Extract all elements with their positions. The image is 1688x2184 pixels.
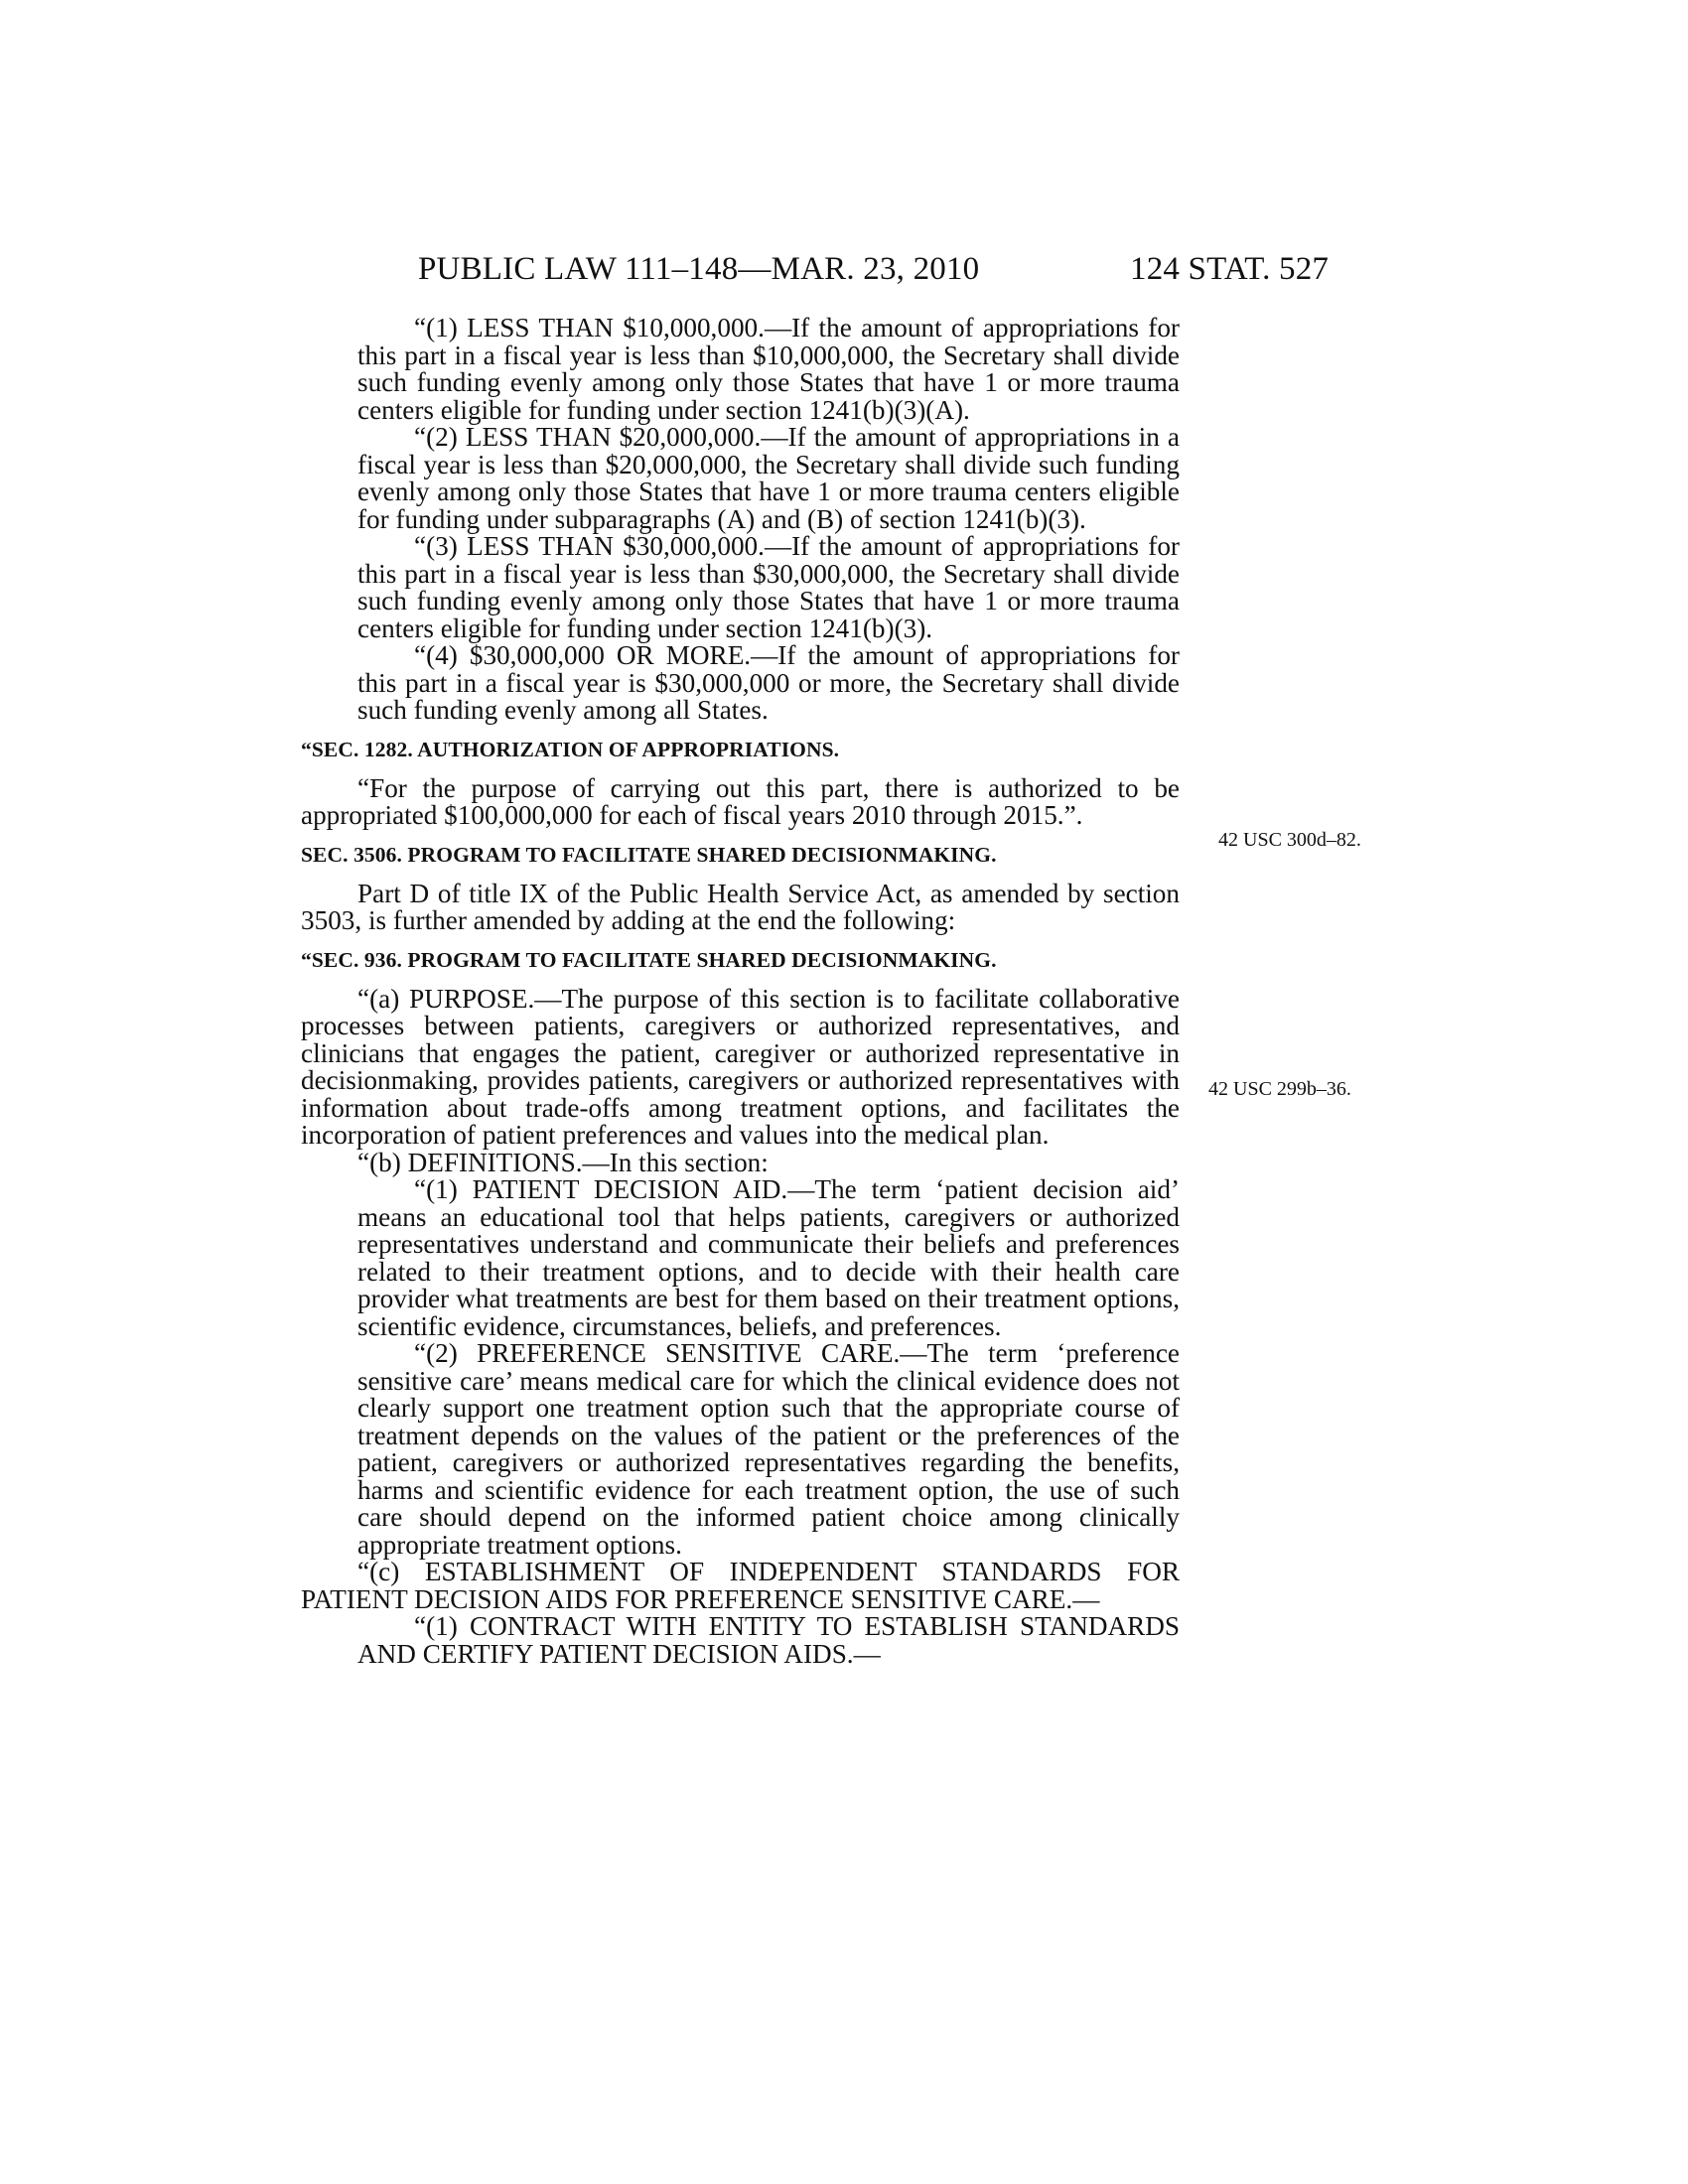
subsection-b-2-heading: PREFERENCE SENSITIVE CARE. — [477, 1338, 901, 1368]
section-1282-text: “For the purpose of carrying out this part, there is authorized to be appropriated $100,000,000 for each of fiscal years 2010 through 2015.”. — [301, 772, 1180, 830]
subsection-b-2-text: —The term ‘preference sensitive care’ means medical care for which the clinical evidence does not clearly support one treatment option such that the appropriate course of treatment depends on the values of the patient or the preferences of the patient, caregivers or authorized representatives regarding the benefits, harms and scientific evidence for each treatment option, the use of such care should depend on the informed patient choice among clinically appropriate treatment options. — [357, 1338, 1180, 1560]
paragraph-2 — [301, 424, 1180, 533]
margin-note-sec1282: 42 USC 300d–82. — [1218, 829, 1361, 851]
paragraph-2-heading: “(2) LESS THAN $20,000,000. — [414, 422, 762, 452]
document-body — [301, 315, 1180, 1668]
subsection-b-heading: DEFINITIONS. — [407, 1147, 583, 1177]
subsection-b-2-prefix: “(2) — [414, 1338, 478, 1368]
section-936-title: “SEC. 936. PROGRAM TO FACILITATE SHARED DECISIONMAKING. — [301, 947, 997, 972]
subsection-b-prefix: “(b) — [357, 1147, 408, 1177]
subsection-b-2 — [301, 1340, 1180, 1559]
paragraph-4-text: —If the amount of appropriations for this part in a fiscal year is $30,000,000 or more, the Secretary shall divide such funding evenly among all States. — [357, 640, 1180, 725]
paragraph-3-heading: “(3) LESS THAN $30,000,000. — [414, 531, 765, 561]
paragraph-3-text: —If the amount of appropriations for this part in a fiscal year is less than $30,000,000, the Secretary shall divide such funding evenly among only those States that have 1 or more trauma centers eligible for funding under section 1241(b)(3). — [357, 531, 1180, 643]
paragraph-1 — [301, 315, 1180, 424]
section-1282-title: “SEC. 1282. AUTHORIZATION OF APPROPRIATIONS. — [301, 737, 840, 761]
subsection-a-heading: PURPOSE. — [409, 983, 535, 1014]
margin-note-sec936: 42 USC 299b–36. — [1208, 1078, 1351, 1100]
subsection-b — [301, 1147, 1180, 1177]
section-3506-title: SEC. 3506. PROGRAM TO FACILITATE SHARED DECISIONMAKING. — [301, 842, 997, 867]
subsection-c-1-text: — — [853, 1638, 881, 1669]
paragraph-4 — [301, 642, 1180, 725]
subsection-a-text: —The purpose of this section is to facilitate collaborative processes between patients, caregivers or authorized representatives, and clinicians that engages the patient, caregiver or authorized representative in decisionmaking, provides patients, caregivers or authorized representatives with information about trade-offs among treatment options, and facilitates the incorporation of patient preferences and values into the medical plan. — [301, 983, 1180, 1150]
subsection-b-1 — [301, 1176, 1180, 1340]
subsection-b-text: —In this section: — [582, 1147, 769, 1177]
subsection-c-1-prefix: “(1) — [414, 1611, 470, 1641]
subsection-c-1-heading: CONTRACT WITH ENTITY TO ESTABLISH STANDARDS AND CERTIFY PATIENT DECISION AIDS. — [357, 1611, 1180, 1669]
subsection-a-prefix: “(a) — [357, 983, 410, 1014]
paragraph-1-text: —If the amount of appropriations for this part in a fiscal year is less than $10,000,000, the Secretary shall divide such funding evenly among only those States that have 1 or more trauma centers eligible for funding under section 1241(b)(3)(A). — [357, 313, 1180, 425]
subsection-a — [301, 983, 1180, 1150]
subsection-c-prefix: “(c) — [357, 1557, 425, 1586]
subsection-c — [301, 1559, 1180, 1613]
paragraph-4-heading: OR MORE. — [616, 640, 752, 670]
paragraph-4-prefix: “(4) $30,000,000 — [414, 640, 617, 670]
section-3506-text: Part D of title IX of the Public Health Service Act, as amended by section 3503, is further amended by adding at the end the following: — [301, 878, 1180, 935]
paragraph-1-heading: “(1) LESS THAN $10,000,000. — [414, 313, 765, 342]
subsection-b-1-prefix: “(1) — [414, 1174, 473, 1204]
paragraph-2-text: —If the amount of appropriations in a fiscal year is less than $20,000,000, the Secretary shall divide such funding evenly among only those States that have 1 or more trauma centers eligible for funding under subparagraphs (A) and (B) of section 1241(b)(3). — [357, 422, 1180, 534]
paragraph-3 — [301, 533, 1180, 642]
subsection-c-1 — [301, 1613, 1180, 1668]
running-header-left: PUBLIC LAW 111–148—MAR. 23, 2010 — [418, 251, 980, 287]
page-citation: 124 STAT. 527 — [1130, 251, 1330, 287]
subsection-b-1-text: —The term ‘patient decision aid’ means an educational tool that helps patients, caregivers or authorized representatives understand and communicate their beliefs and preferences related to their treatment options, and to decide with their health care provider what treatments are best for them based on their treatment options, scientific evidence, circumstances, beliefs, and preferences. — [357, 1174, 1180, 1341]
subsection-c-heading: ESTABLISHMENT OF INDEPENDENT STANDARDS FOR PATIENT DECISION AIDS FOR PREFERENCE SENSITIVE CARE. — [301, 1557, 1180, 1614]
subsection-b-1-heading: PATIENT DECISION AID. — [472, 1174, 788, 1204]
subsection-c-text: — — [1072, 1583, 1100, 1614]
